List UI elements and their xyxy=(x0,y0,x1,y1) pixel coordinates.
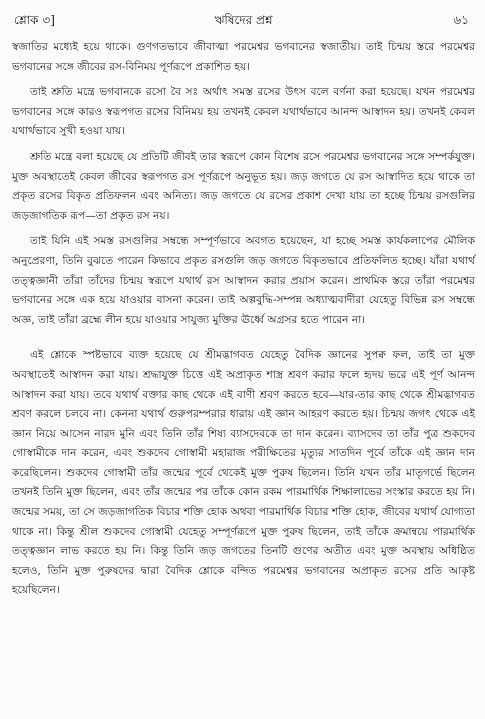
verse-reference: শ্লোক ৩] xyxy=(14,13,55,27)
paragraph-gap xyxy=(12,336,475,346)
paragraph: তাই শ্রুতি মন্ত্রে ভগবানকে রসো বৈ সঃ অর্থাৎ সমস্ত রসের উৎস বলে বর্ণনা করা হয়েছে। যখন পরমেশ্বর ভগবানের সঙ্গে কারও স্বরূপগত রসের বিনিময় হয় তখনই কেবল যথার্থভাবে আনন্দ আস্বাদন হয়। তখনই কেবল যথার্থভাবে সুখী হওয়া যায়। xyxy=(12,86,475,138)
paragraph: তাই যিনি এই সমস্ত রসগুলির সম্বন্ধে সম্পূর্ণভাবে অবগত হয়েছেন, যা হচ্ছে সমস্ত কার্যকলাপের মৌলিক অনুপ্রেরণা, তিনি বুঝতে পারেন কিভাবে প্রকৃত রসগুলি জড় জগতে বিকৃতভাবে প্রতিফলিত হচ্ছে। যাঁরা যথার্থ তত্ত্বজ্ঞানী তাঁরা তাঁদের চিন্ময় স্বরূপে যথার্থ রস আস্বাদন করার প্রয়াস করেন। প্রাথমিক স্তরে তাঁরা পরমেশ্বর ভগবানের সঙ্গে এক হয়ে যাওয়ার বাসনা করেন। তাই অল্পবুদ্ধি-সম্পন্ন অধ্যাত্মবাদীরা যেহেতু বিভিন্ন রস সম্বন্ধে অজ্ঞ, তাই তাঁরা ব্রহ্মে লীন হয়ে যাওয়ার সাযুজ্য মুক্তির ঊর্ধ্বে অগ্রসর হতে পারেন না। xyxy=(12,235,475,326)
paragraph: এই শ্লোকে স্পষ্টভাবে ব্যক্ত হয়েছে যে শ্রীমদ্ভাগবত যেহেতু বৈদিক জ্ঞানের সুপক্ব ফল, তাই তা মুক্ত অবস্থাতেই আস্বাদন করা যায়। শ্রদ্ধাযুক্ত চিত্তে এই অপ্রাকৃত শাস্ত্র শ্রবণ করার ফলে হৃদয় ভরে এই পূর্ণ আনন্দ আস্বাদন করা যায়। তবে যথার্থ বক্তার কাছ থেকে এই বাণী শ্রবণ করতে হবে—যার-তার কাছ থেকে শ্রীমদ্ভাগবত শ্রবণ করলে চলবে না। কেননা যথার্থ গুরুপরম্পরার ধারায় এই জ্ঞান আহরণ করতে হয়। চিন্ময় জগৎ থেকে এই জ্ঞান নিয়ে আসেন নারদ মুনি এবং তিনি তাঁর শিষ্য ব্যাসদেবকে তা দান করেন। ব্যাসদেব তা তাঁর পুত্র শুকদেব গোস্বামীকে দান করেন, এবং শুকদেব গোস্বামী মহারাজ পরীক্ষিতের মৃত্যুর সাতদিন পূর্বে তাঁকে এই জ্ঞান দান করেছিলেন। শুকদেব গোস্বামী তাঁর জন্মের পূর্বে থেকেই মুক্ত পুরুষ ছিলেন। তিনি যখন তাঁর মাতৃগর্ভে ছিলেন তখনই তিনি মুক্ত ছিলেন, এবং তাঁর জন্মের পর তাঁকে কোন রকম পারমার্থিক শিক্ষালাভের সংস্কার করতে হয় নি। জন্মের সময়, তা সে জড়জাগতিক বিচার শক্তি হোক অথবা পারমার্থিক বিচার শক্তি হোক, জীবের যথার্থ যোগ্যতা থাকে না। কিন্তু শ্রীল শুকদেব গোস্বামী যেহেতু সম্পূর্ণরূপে মুক্ত পুরুষ ছিলেন, তাই তাঁকে ক্রমান্বয়ে পারমার্থিক তত্ত্বজ্ঞান লাভ করতে হয় নি। কিন্তু তিনি জড় জগতের তিনটি গুণের অতীত এবং মুক্ত অবস্থায় অধিষ্ঠিত হলেও, তিনি মুক্ত পুরুষদের দ্বারা বৈদিক শ্লোকে বন্দিত পরমেশ্বর ভগবানের অপ্রাকৃত রসের প্রতি আকৃষ্ট হয়েছিলেন। xyxy=(12,349,475,597)
paragraph: স্বজাতির মধ্যেই হয়ে থাকে। গুণগতভাবে জীবাত্মা পরমেশ্বর ভগবানের স্বজাতীয়। তাই চিন্ময় স্তরে পরমেশ্বর ভগবানের সঙ্গে জীবের রস-বিনিময় পূর্ণরূপে প্রকাশিত হয়। xyxy=(12,41,475,73)
page-body xyxy=(12,38,475,601)
paragraph: শ্রুতি মন্ত্রে বলা হয়েছে যে প্রতিটি জীবই তার স্বরূপে কোন বিশেষ রসে পরমেশ্বর ভগবানের সঙ্গে সম্পর্কযুক্ত। মুক্ত অবস্থাতেই কেবল জীবের স্বরূপগত রস পূর্ণরূপে অনুভূত হয়। জড় জগতে যে রস আস্বাদিত হয়ে থাকে তা প্রকৃত রসের বিকৃত প্রতিফলন এবং অনিত্য। জড় জগতে যে রসের প্রকাশ দেখা যায় তা হচ্ছে চিন্ময় রসগুলির জড়জাগতিক রূপ—তা প্রকৃত রস নয়। xyxy=(12,150,475,222)
chapter-title: ঋষিদের প্রশ্ন xyxy=(214,13,273,27)
page-number: ৬১ xyxy=(453,13,469,27)
running-header xyxy=(12,8,475,30)
